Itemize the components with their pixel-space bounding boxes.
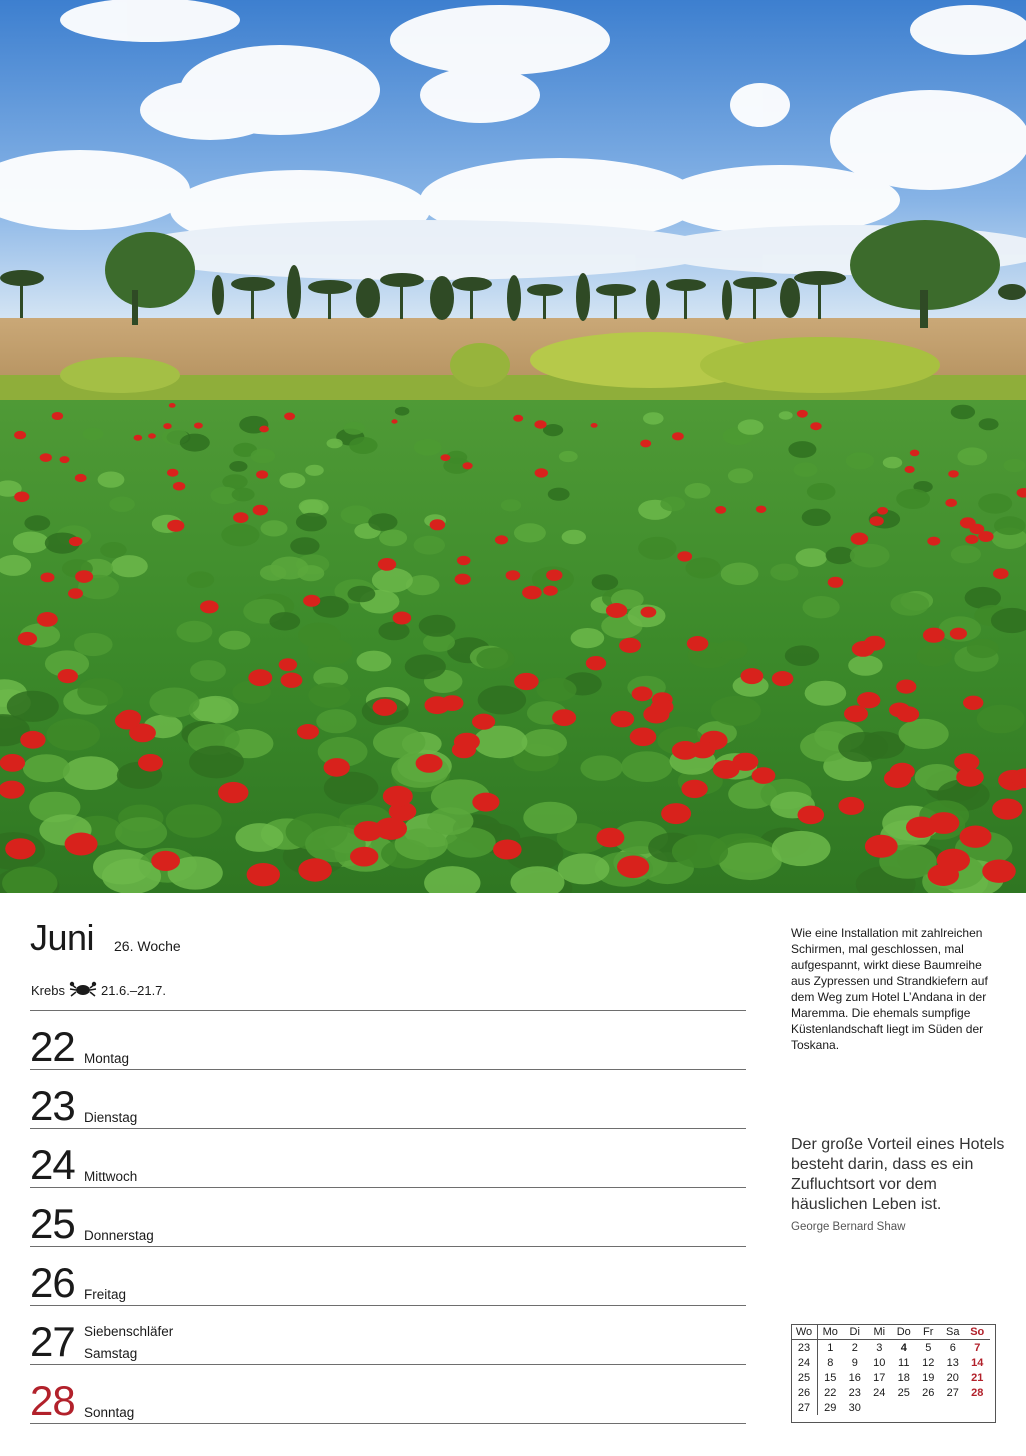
- mini-day-cell: 25: [897, 1386, 910, 1399]
- mini-day-cell: 26: [922, 1386, 935, 1399]
- mini-day-cell: 1: [827, 1341, 834, 1354]
- mini-calendar-week: [791, 1400, 990, 1415]
- day-weekday: Samstag: [84, 1346, 138, 1361]
- mini-day-cell: 5: [925, 1341, 932, 1354]
- zodiac-line: [31, 981, 166, 999]
- mini-day-cell: 15: [824, 1371, 837, 1384]
- mini-day-cell: 11: [898, 1356, 910, 1369]
- day-weekday: Sonntag: [84, 1405, 135, 1420]
- mini-day-cell: 13: [946, 1356, 959, 1369]
- mini-day-cell: 17: [873, 1371, 886, 1384]
- mini-header-cell: Do: [892, 1324, 917, 1340]
- mini-week-number: 25: [791, 1370, 818, 1385]
- mini-day-cell: [867, 1400, 892, 1415]
- day-number: 26: [30, 1259, 75, 1306]
- mini-day-cell: 2: [851, 1341, 858, 1354]
- mini-day-cell: 9: [851, 1356, 858, 1369]
- mini-calendar-week: [791, 1340, 990, 1356]
- mini-week-number: 23: [791, 1340, 818, 1356]
- day-number: 22: [30, 1023, 75, 1070]
- mini-day-cell: 3: [876, 1341, 883, 1354]
- mini-calendar-week: [791, 1355, 990, 1370]
- day-weekday: Montag: [84, 1051, 130, 1066]
- mini-day-cell: 19: [922, 1371, 935, 1384]
- zodiac-range: 21.6.–21.7.: [100, 982, 167, 998]
- zodiac-name: Krebs: [31, 982, 65, 998]
- day-row[interactable]: [30, 1069, 746, 1128]
- day-weekday: Dienstag: [84, 1110, 138, 1125]
- day-row[interactable]: [30, 1010, 746, 1069]
- day-number: 25: [30, 1200, 75, 1247]
- mini-day-cell: 20: [946, 1371, 959, 1384]
- day-number: 23: [30, 1082, 75, 1129]
- mini-header-cell: Di: [843, 1324, 868, 1340]
- mini-header-cell: Mi: [867, 1324, 892, 1340]
- mini-day-cell: 28: [971, 1386, 984, 1399]
- day-row[interactable]: [30, 1128, 746, 1187]
- day-row[interactable]: [30, 1364, 746, 1424]
- mini-day-cell: 27: [946, 1386, 959, 1399]
- mini-day-cell: 12: [922, 1356, 935, 1369]
- day-weekday: Mittwoch: [84, 1169, 138, 1184]
- day-row[interactable]: [30, 1305, 746, 1364]
- mini-day-cell: [916, 1400, 941, 1415]
- crab-icon: [68, 981, 98, 999]
- day-number: 28: [30, 1377, 75, 1424]
- mini-day-cell: 23: [848, 1386, 861, 1399]
- quote-text: Der große Vorteil eines Hotels besteht darin, dass es ein Zufluchtsort vor dem häuslichen Leben ist.: [791, 1136, 1005, 1213]
- mini-day-cell: [941, 1400, 966, 1415]
- day-row[interactable]: [30, 1187, 746, 1246]
- mini-header-cell: Fr: [916, 1324, 941, 1340]
- mini-day-cell: 29: [824, 1401, 837, 1414]
- week-number: 26. Woche: [114, 938, 181, 954]
- mini-day-cell: 6: [949, 1341, 956, 1354]
- day-number: 24: [30, 1141, 75, 1188]
- mini-header-cell: So: [965, 1324, 990, 1340]
- mini-day-cell: 8: [827, 1356, 834, 1369]
- mini-day-cell: 21: [971, 1371, 984, 1384]
- mini-calendar-header: [791, 1324, 990, 1340]
- mini-day-cell: 24: [873, 1386, 886, 1399]
- day-weekday: Donnerstag: [84, 1228, 154, 1243]
- day-holiday: Siebenschläfer: [84, 1324, 174, 1339]
- mini-day-cell: [892, 1400, 917, 1415]
- mini-calendar-week: [791, 1385, 990, 1400]
- photo-caption: Wie eine Installation mit zahlreichen Schirmen, mal geschlossen, mal aufgespannt, wirkt diese Baumreihe aus Zypressen und Strandkiefern auf dem Weg zum Hotel L’Andana in der Maremma. Die ehemals sumpfige Küstenlandschaft liegt im Süden der Toskana.: [791, 926, 988, 1052]
- mini-header-cell: Sa: [941, 1324, 966, 1340]
- mini-day-cell: 4: [900, 1341, 907, 1354]
- day-list: [30, 1010, 746, 1424]
- mini-header-cell: Wo: [791, 1324, 818, 1340]
- quote-author: George Bernard Shaw: [791, 1221, 906, 1233]
- mini-day-cell: 14: [971, 1356, 984, 1369]
- mini-day-cell: 22: [824, 1386, 837, 1399]
- mini-week-number: 26: [791, 1385, 818, 1400]
- day-weekday: Freitag: [84, 1287, 127, 1302]
- mini-day-cell: 16: [848, 1371, 861, 1384]
- day-row[interactable]: [30, 1246, 746, 1305]
- mini-calendar: [791, 1324, 990, 1415]
- mini-day-cell: 7: [974, 1341, 981, 1354]
- day-number: 27: [30, 1318, 75, 1365]
- mini-day-cell: 18: [897, 1371, 910, 1384]
- mini-calendar-week: [791, 1370, 990, 1385]
- mini-week-number: 27: [791, 1400, 818, 1415]
- month-title: Juni: [30, 917, 95, 958]
- mini-day-cell: [965, 1400, 990, 1415]
- mini-header-cell: Mo: [818, 1324, 843, 1340]
- mini-day-cell: 30: [848, 1401, 861, 1414]
- mini-day-cell: 10: [873, 1356, 886, 1369]
- mini-week-number: 24: [791, 1355, 818, 1370]
